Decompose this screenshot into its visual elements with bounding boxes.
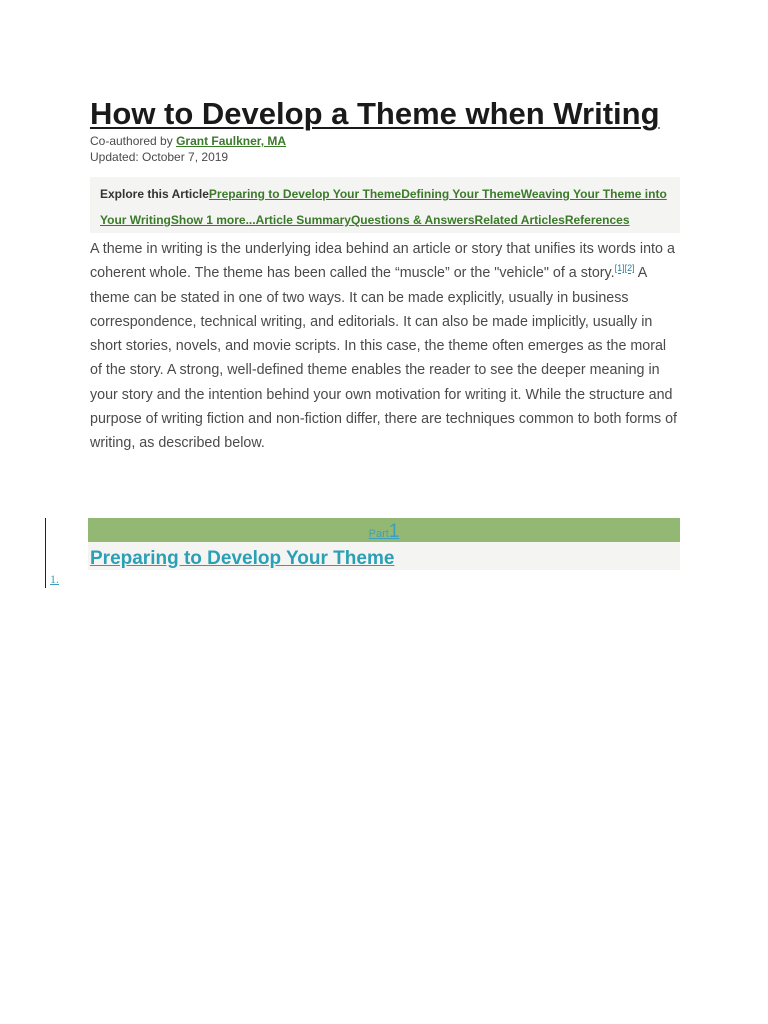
explore-link-show-more[interactable]: Show 1 more... (170, 213, 256, 227)
explore-link-references[interactable]: References (564, 213, 630, 227)
article (90, 94, 680, 456)
coauthored-prefix: Co-authored by (90, 134, 177, 148)
step-number-link[interactable]: 1. (50, 572, 59, 586)
explore-link-defining[interactable]: Defining Your Theme (401, 187, 521, 201)
intro-text-2: A theme can be stated in one of two ways. It can be made explicitly, usually in business correspondence, technical writing, and editorials. It can also be made implicitly, usually in short stories, novels, and movie scripts. In this case, the theme often emerges as the moral of the story. A strong, well-defined theme enables the reader to see the deeper meaning in your story and the intention behind your own motivation for writing it. While the structure and purpose of writing fiction and non-fiction differ, there are techniques common to both forms of writing, as described below. (90, 265, 678, 452)
explore-article-box (90, 177, 680, 233)
explore-link-weaving[interactable]: Weaving Your Theme into Your Writing (100, 187, 667, 227)
explore-link-questions[interactable]: Questions & Answers (350, 213, 475, 227)
explore-link-summary[interactable]: Article Summary (255, 213, 351, 227)
reference-2-link[interactable]: [2] (624, 263, 635, 274)
explore-label: Explore this Article (100, 187, 209, 201)
intro-paragraph (90, 237, 680, 456)
article-title: How to Develop a Theme when Writing (90, 96, 660, 131)
part-number: 1 (388, 521, 400, 542)
author-link[interactable]: Grant Faulkner, MA (176, 134, 287, 148)
reference-1-link[interactable]: [1] (614, 263, 625, 274)
references (615, 264, 635, 274)
part-title[interactable]: Preparing to Develop Your Theme (90, 548, 395, 569)
explore-link-related[interactable]: Related Articles (474, 213, 565, 227)
part-link[interactable] (368, 521, 400, 542)
coauthored-line (90, 133, 680, 149)
intro-text-1: A theme in writing is the underlying idea behind an article or story that unifies its words into a coherent whole. The theme has been called the “muscle” or the "vehicle" of a story. (90, 241, 675, 282)
updated-date: Updated: October 7, 2019 (90, 150, 229, 164)
part-label: Part (368, 528, 389, 540)
explore-link-preparing[interactable]: Preparing to Develop Your Theme (208, 187, 402, 201)
part-header-bar (88, 518, 680, 542)
step-divider (45, 518, 46, 588)
